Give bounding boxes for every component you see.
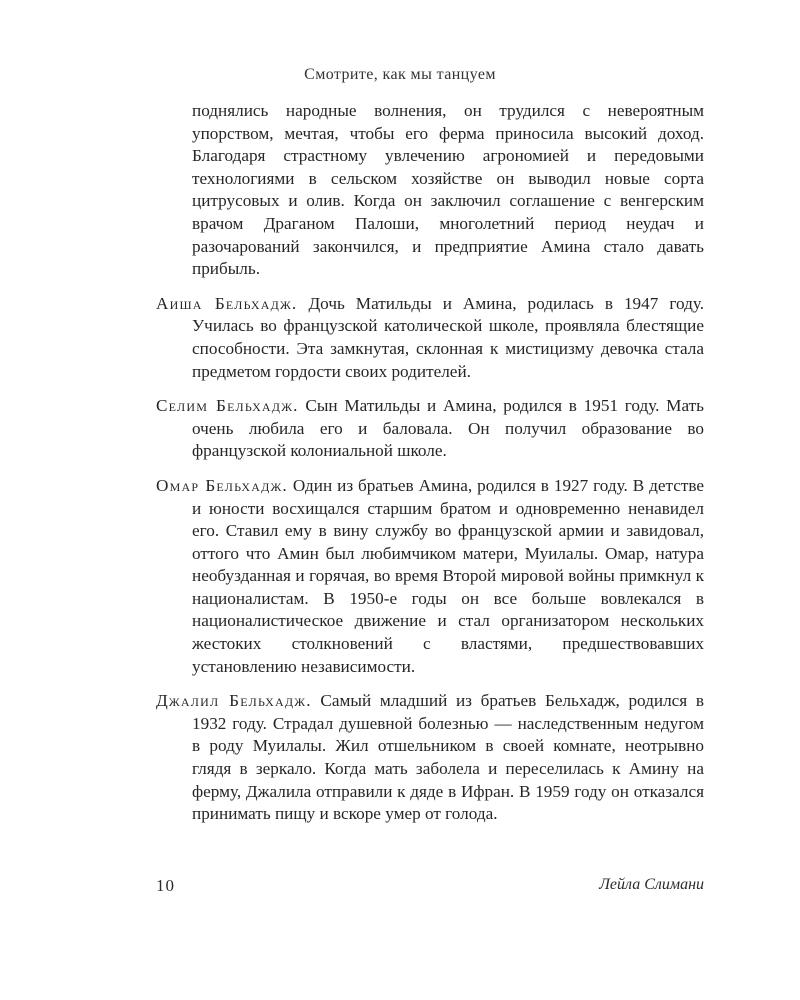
- text-body: [156, 100, 704, 826]
- paragraph-text: поднялись народные волнения, он трудился с невероятным упорством, мечтая, чтобы его ферма приносила высокий доход. Благодаря страстному увлечению агрономией и передовыми технологиями в сельском хозяйстве он выводил новые сорта цитрусовых и олив. Когда он заключил соглашение с венгерским врачом Драганом Палоши, многолетний период неудач и разочарований закончился, и предприятие Амина стало давать прибыль.: [192, 101, 704, 279]
- entry-name: Селим Бельхадж.: [156, 396, 299, 416]
- entry-omar: [156, 475, 704, 678]
- entry-text: Сын Матильды и Амина, родился в 1951 году. Мать очень любила его и баловала. Он получил образование во французской колониальной школе.: [192, 396, 704, 461]
- entry-text: Самый младший из братьев Бельхадж, родился в 1932 году. Страдал душевной болезнью — наследственным недугом в роду Муилалы. Жил отшельником в своей комнате, неотрывно глядя в зеркало. Когда мать заболела и переселилась к Амину на ферму, Джалила отправили к дяде в Ифран. В 1959 году он отказался принимать пищу и вскоре умер от голода.: [192, 691, 704, 824]
- running-title: Смотрите, как мы танцуем: [304, 66, 496, 83]
- entry-name: Аиша Бельхадж.: [156, 293, 298, 313]
- entry-text: Дочь Матильды и Амина, родилась в 1947 году. Училась во французской католической школе, проявляла блестящие способности. Эта замкнутая, склонная к мистицизму девочка стала предметом гордости своих родителей.: [192, 293, 704, 381]
- entry-name: Омар Бельхадж.: [156, 475, 288, 495]
- entry-aisha: [156, 293, 704, 383]
- page-footer: [156, 876, 704, 900]
- entry-selim: [156, 395, 704, 463]
- author-name: Лейла Слимани: [599, 876, 704, 893]
- entry-jalil: [156, 690, 704, 826]
- entry-text: Один из братьев Амина, родился в 1927 году. В детстве и юности восхищался старшим братом и одновременно ненавидел его. Ставил ему в вину службу во французской армии и завидовал, оттого что Амин был любимчиком матери, Муилалы. Омар, натура необузданная и горячая, во время Второй мировой войны примкнул к националистам. В 1950-е годы он все больше вовлекался в националистическое движение и стал организатором нескольких жестоких столкновений с властями, предшествовавших установлению независимости.: [192, 475, 704, 676]
- page-number: 10: [156, 876, 175, 895]
- paragraph-continuation: [156, 100, 704, 281]
- entry-name: Джалил Бельхадж.: [156, 691, 312, 711]
